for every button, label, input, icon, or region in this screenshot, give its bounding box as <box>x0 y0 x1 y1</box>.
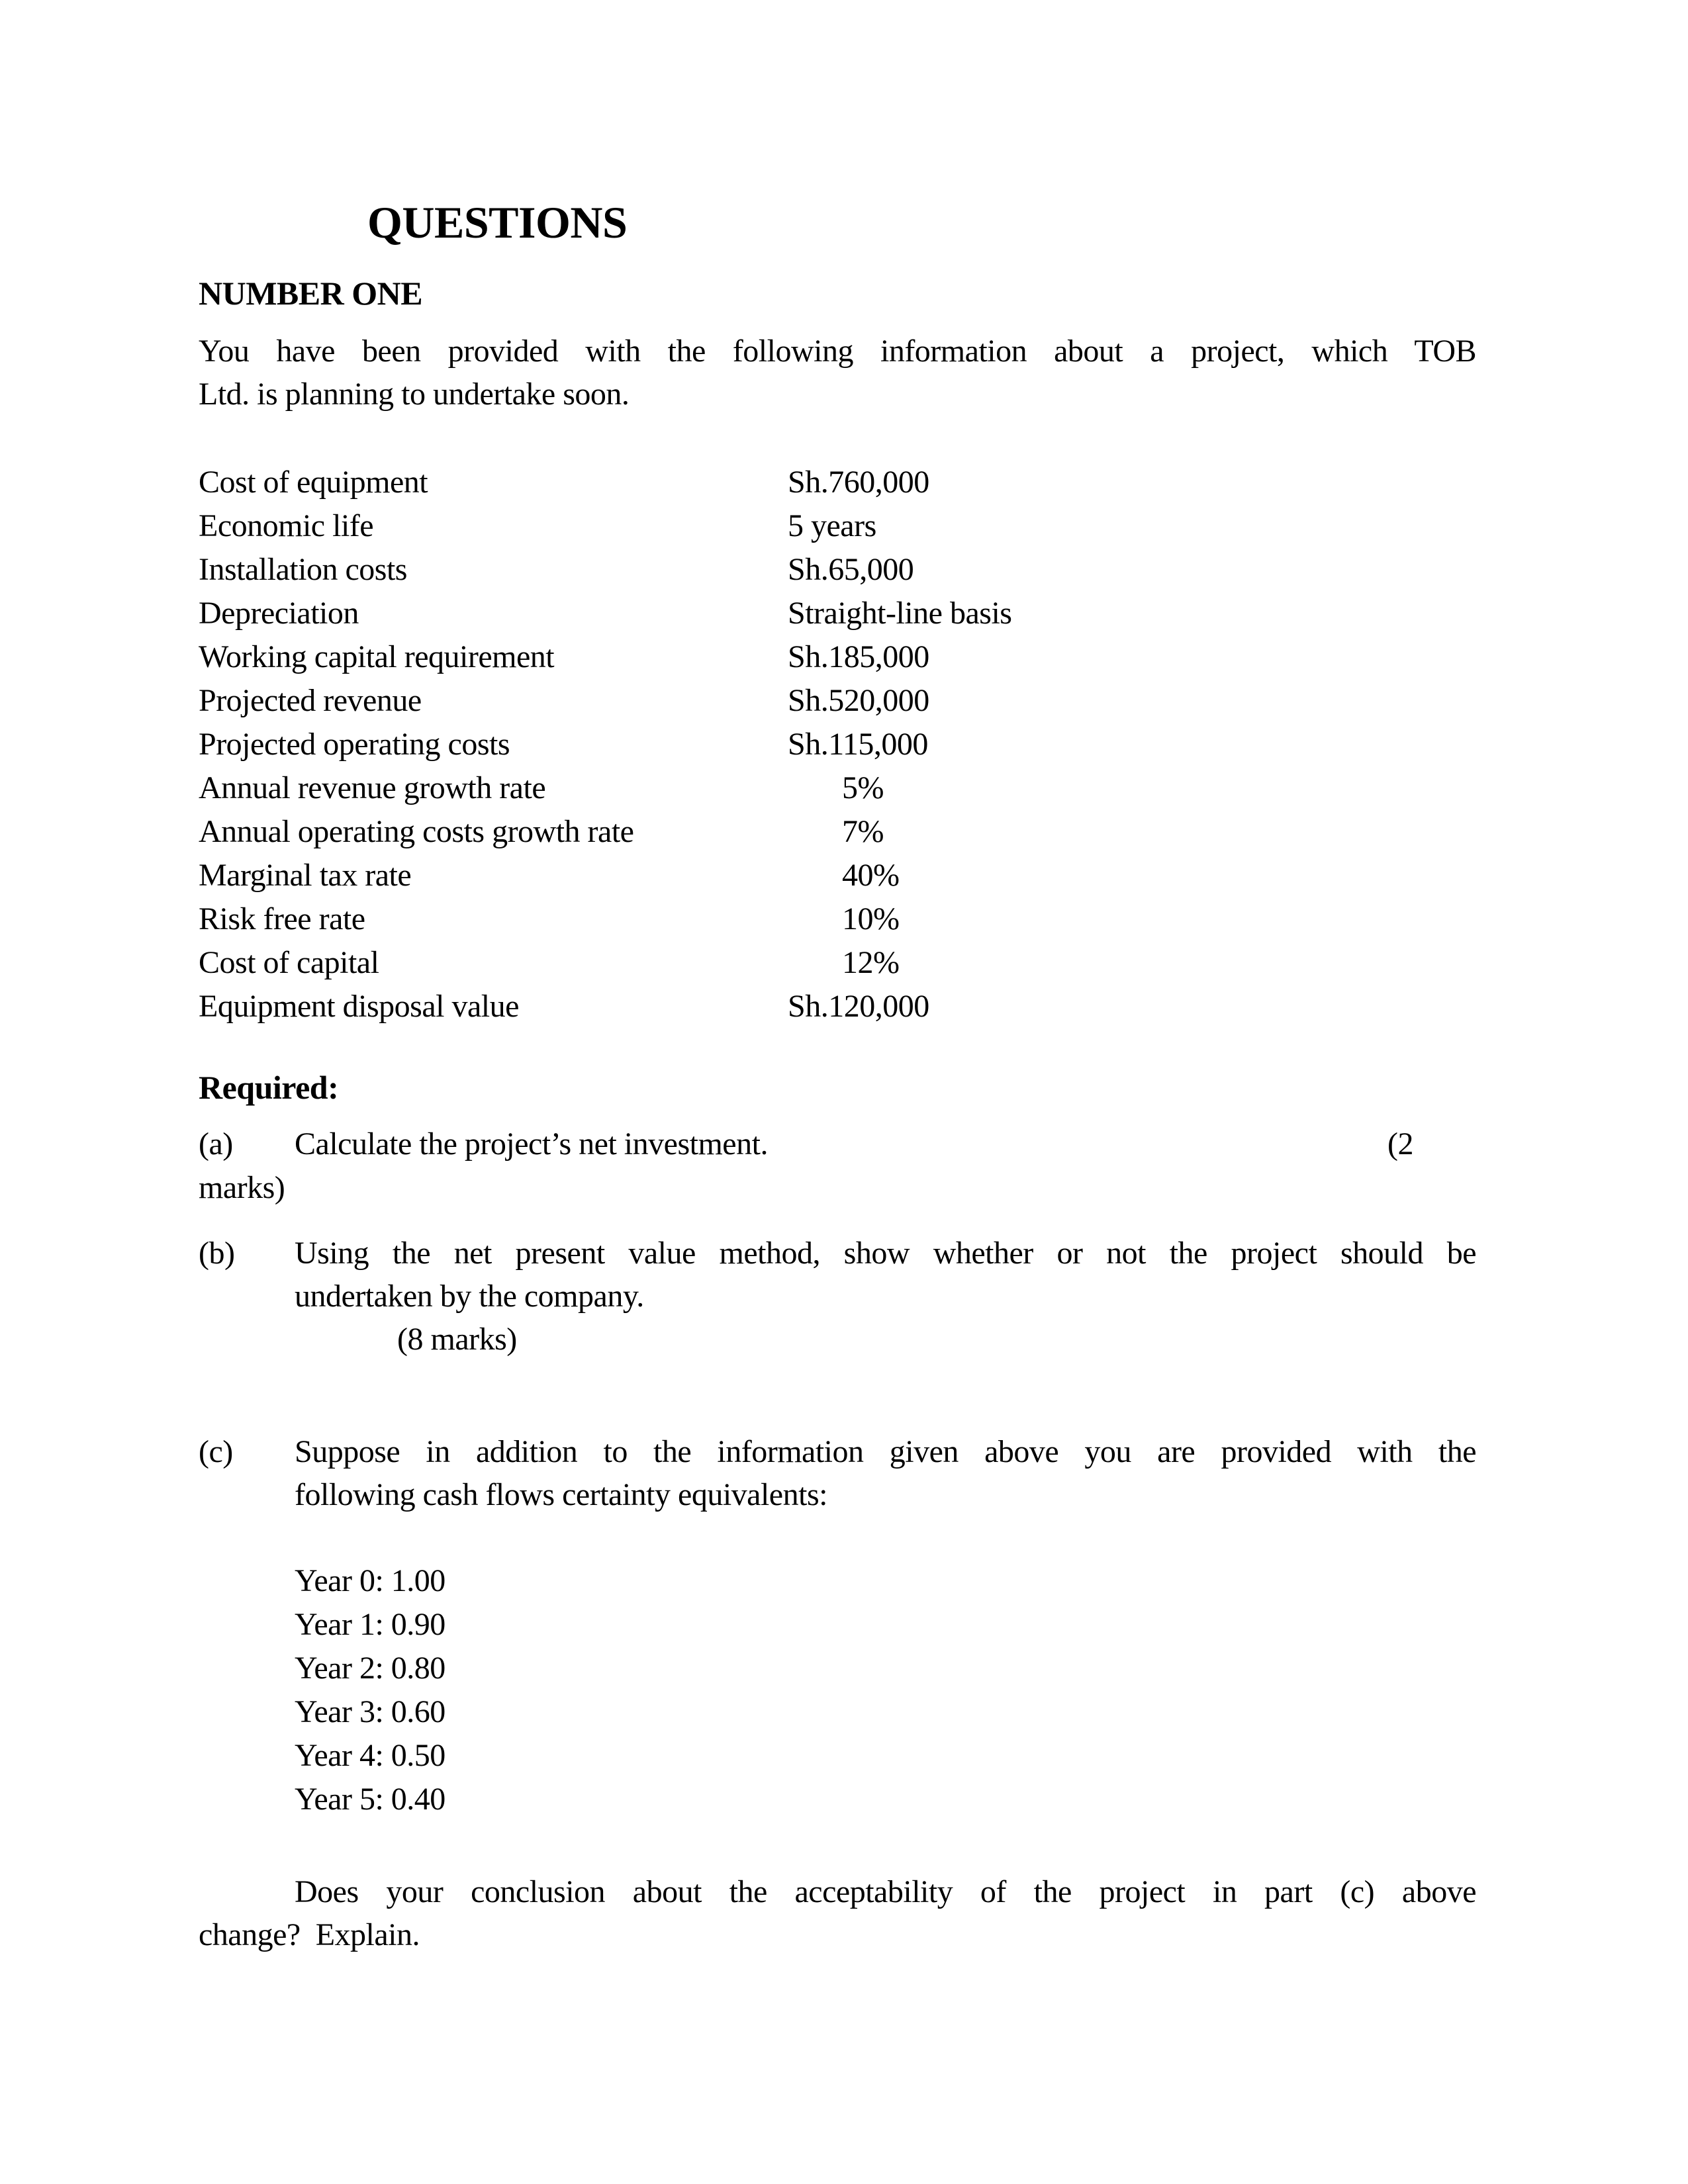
part-b-marker: (b) <box>199 1236 235 1271</box>
info-value: 5% <box>842 770 884 805</box>
table-row <box>199 504 1476 548</box>
question-part-b <box>199 1232 1476 1361</box>
info-label: Working capital requirement <box>199 639 555 674</box>
table-row <box>199 897 1476 941</box>
closing-paragraph <box>199 1870 1476 1956</box>
closing-line-1: Does your conclusion about the acceptability of the project in part (c) above <box>295 1874 1476 1909</box>
info-value: Sh.120,000 <box>788 989 929 1024</box>
required-heading: Required: <box>199 1069 339 1106</box>
info-label: Cost of equipment <box>199 465 428 500</box>
info-value: Sh.760,000 <box>788 465 929 500</box>
intro-line-2: Ltd. is planning to undertake soon. <box>199 377 630 412</box>
table-row <box>199 679 1476 723</box>
table-row <box>199 548 1476 592</box>
info-value: Sh.185,000 <box>788 639 929 674</box>
table-row <box>199 810 1476 854</box>
certainty-equivalents-list <box>295 1559 445 1821</box>
part-b-line-1: Using the net present value method, show whether or not the project should be <box>295 1236 1476 1271</box>
intro-line-1: You have been provided with the following information about a project, which TOB <box>199 334 1476 369</box>
info-value: Sh.520,000 <box>788 683 929 718</box>
info-label: Annual operating costs growth rate <box>199 814 634 849</box>
part-a-marks-open: (2 <box>1387 1126 1413 1161</box>
table-row <box>199 854 1476 897</box>
part-a-marker: (a) <box>199 1126 233 1161</box>
info-label: Depreciation <box>199 596 359 631</box>
list-item: Year 3: 0.60 <box>295 1694 445 1729</box>
list-item: Year 5: 0.40 <box>295 1782 445 1817</box>
info-label: Annual revenue growth rate <box>199 770 546 805</box>
part-b-marks: (8 marks) <box>397 1322 517 1357</box>
section-heading: NUMBER ONE <box>199 275 423 312</box>
table-row <box>199 766 1476 810</box>
info-value: 12% <box>842 945 900 980</box>
part-a-text: Calculate the project’s net investment. <box>295 1126 768 1161</box>
list-item: Year 0: 1.00 <box>295 1563 445 1598</box>
question-part-a <box>199 1122 1476 1210</box>
table-row <box>199 985 1476 1028</box>
list-item: Year 4: 0.50 <box>295 1738 445 1773</box>
part-c-line-2: following cash flows certainty equivalents: <box>295 1477 827 1512</box>
info-value: Straight-line basis <box>788 596 1012 631</box>
list-item: Year 2: 0.80 <box>295 1651 445 1686</box>
part-c-line-1: Suppose in addition to the information given above you are provided with the <box>295 1434 1476 1469</box>
info-value: Sh.65,000 <box>788 552 914 587</box>
list-item: Year 1: 0.90 <box>295 1607 445 1642</box>
table-row <box>199 941 1476 985</box>
part-a-marks-continued: marks) <box>199 1170 285 1205</box>
info-value: Sh.115,000 <box>788 727 928 762</box>
closing-line-2: change? Explain. <box>199 1917 420 1952</box>
intro-paragraph <box>199 330 1476 416</box>
project-info-table <box>199 461 1476 1028</box>
part-b-line-2: undertaken by the company. <box>295 1279 644 1314</box>
info-label: Risk free rate <box>199 901 365 936</box>
table-row <box>199 592 1476 635</box>
info-label: Equipment disposal value <box>199 989 519 1024</box>
info-value: 40% <box>842 858 900 893</box>
info-label: Cost of capital <box>199 945 379 980</box>
info-label: Installation costs <box>199 552 407 587</box>
question-part-c <box>199 1430 1476 1516</box>
part-c-marker: (c) <box>199 1434 233 1469</box>
info-value: 7% <box>842 814 884 849</box>
table-row <box>199 723 1476 766</box>
info-label: Projected revenue <box>199 683 422 718</box>
page-title: QUESTIONS <box>367 197 628 248</box>
info-label: Projected operating costs <box>199 727 510 762</box>
info-value: 5 years <box>788 508 876 543</box>
info-label: Economic life <box>199 508 374 543</box>
info-value: 10% <box>842 901 900 936</box>
info-label: Marginal tax rate <box>199 858 412 893</box>
table-row <box>199 635 1476 679</box>
table-row <box>199 461 1476 504</box>
